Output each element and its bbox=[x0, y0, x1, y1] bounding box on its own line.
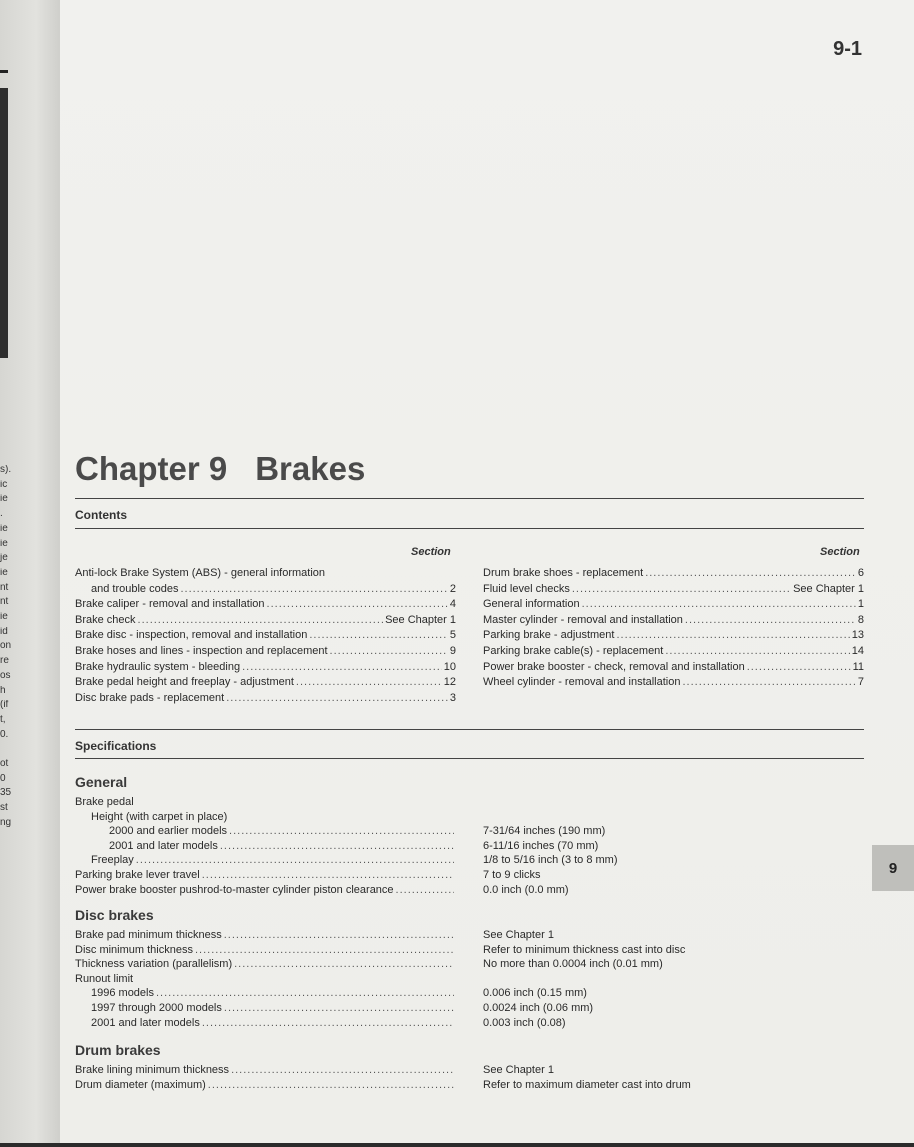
row-label: Drum brake shoes - replacement bbox=[483, 567, 644, 579]
leader-dots bbox=[296, 675, 442, 691]
leader-dots bbox=[156, 986, 454, 1001]
row-label: Parking brake lever travel bbox=[75, 868, 200, 881]
contents-row bbox=[75, 691, 456, 707]
contents-row bbox=[483, 613, 864, 629]
row-label: 2001 and later models bbox=[91, 1016, 200, 1029]
row-label: Height (with carpet in place) bbox=[91, 810, 228, 823]
gutter-photo-edge bbox=[0, 88, 8, 358]
previous-page-fragment: je bbox=[0, 553, 8, 564]
spec-row bbox=[75, 795, 456, 810]
row-label: Brake lining minimum thickness bbox=[75, 1064, 230, 1076]
contents-rule bbox=[75, 528, 864, 529]
contents-row bbox=[483, 597, 864, 613]
row-label: Runout limit bbox=[75, 972, 134, 985]
leader-dots bbox=[229, 824, 454, 839]
spec-value: Refer to minimum thickness cast into disc bbox=[483, 943, 686, 956]
spec-value: No more than 0.0004 inch (0.01 mm) bbox=[483, 958, 663, 971]
leader-dots bbox=[180, 582, 447, 598]
leader-dots bbox=[685, 613, 856, 629]
spec-value: Refer to maximum diameter cast into drum bbox=[483, 1078, 691, 1091]
leader-dots bbox=[208, 1078, 454, 1093]
leader-dots bbox=[202, 1016, 454, 1031]
spec-row bbox=[75, 1001, 456, 1016]
leader-dots bbox=[309, 628, 448, 644]
contents-row bbox=[483, 660, 864, 676]
row-label: General information bbox=[483, 598, 580, 611]
contents-heading: Contents bbox=[75, 508, 127, 522]
leader-dots bbox=[242, 660, 442, 676]
contents-row bbox=[75, 660, 456, 676]
row-label: Parking brake cable(s) - replacement bbox=[483, 644, 664, 657]
contents-row bbox=[483, 675, 864, 691]
row-label: Brake check bbox=[75, 613, 136, 626]
scan-bottom-edge bbox=[0, 1143, 914, 1147]
previous-page-fragment: ic bbox=[0, 479, 8, 490]
row-label: Disc minimum thickness bbox=[75, 943, 193, 956]
row-label: Power brake booster pushrod-to-master cylinder piston clearance bbox=[75, 883, 394, 896]
previous-page-fragment: ie bbox=[0, 538, 8, 549]
leader-dots bbox=[267, 597, 448, 613]
contents-row bbox=[75, 566, 456, 582]
leader-dots bbox=[231, 1063, 454, 1078]
previous-page-fragment: h bbox=[0, 685, 6, 696]
leader-dots bbox=[226, 691, 448, 707]
page-number: 9-1 bbox=[833, 38, 862, 60]
row-section-number: 6 bbox=[857, 567, 864, 579]
spec-row bbox=[75, 853, 456, 868]
row-label: Brake hydraulic system - bleeding bbox=[75, 660, 241, 673]
leader-dots bbox=[396, 883, 454, 898]
spec-value: 0.0 inch (0.0 mm) bbox=[483, 883, 569, 896]
chapter-label: Chapter 9 bbox=[75, 450, 228, 487]
row-label: Brake pad minimum thickness bbox=[75, 929, 222, 941]
spec-group-title: Drum brakes bbox=[75, 1042, 161, 1058]
spec-row bbox=[75, 824, 456, 839]
leader-dots bbox=[582, 597, 856, 613]
spec-row bbox=[75, 972, 456, 987]
previous-page-fragment: nt bbox=[0, 582, 9, 593]
row-label: Disc brake pads - replacement bbox=[75, 691, 225, 704]
spec-group-title: General bbox=[75, 774, 128, 790]
spec-values bbox=[483, 1063, 853, 1092]
row-section-number: See Chapter 1 bbox=[793, 582, 864, 595]
row-section-number: 14 bbox=[851, 644, 864, 657]
leader-dots bbox=[234, 957, 454, 972]
row-label: 1996 models bbox=[91, 987, 154, 1000]
contents-row bbox=[75, 597, 456, 613]
spec-row bbox=[75, 986, 456, 1001]
chapter-tab-label: 9 bbox=[888, 859, 898, 877]
spec-labels bbox=[75, 928, 456, 1030]
contents-row bbox=[75, 613, 456, 629]
leader-dots bbox=[747, 660, 851, 676]
leader-dots bbox=[682, 675, 855, 691]
row-section-number: 10 bbox=[443, 660, 456, 673]
row-label: Power brake booster - check, removal and installation bbox=[483, 660, 745, 673]
row-label: 1997 through 2000 models bbox=[91, 1001, 222, 1014]
previous-page-fragment: 0. bbox=[0, 729, 9, 740]
spec-value bbox=[483, 810, 853, 825]
spec-row bbox=[75, 943, 456, 958]
row-label: Fluid level checks bbox=[483, 582, 570, 595]
contents-left-list bbox=[75, 566, 456, 706]
contents-row bbox=[483, 644, 864, 660]
leader-dots bbox=[665, 644, 849, 660]
spec-row bbox=[75, 1078, 456, 1093]
previous-page-fragment: os bbox=[0, 670, 11, 681]
leader-dots bbox=[220, 839, 454, 854]
spec-values bbox=[483, 795, 853, 897]
row-section-number: 3 bbox=[449, 691, 456, 704]
contents-row bbox=[75, 628, 456, 644]
previous-page-fragment: s). bbox=[0, 465, 12, 475]
specifications-heading: Specifications bbox=[75, 739, 157, 753]
row-label: Master cylinder - removal and installation bbox=[483, 613, 683, 626]
leader-dots bbox=[138, 613, 384, 629]
spec-value bbox=[483, 972, 853, 987]
row-section-number: 8 bbox=[857, 613, 864, 626]
previous-page-fragment: nt bbox=[0, 597, 9, 608]
row-section-number: 13 bbox=[851, 629, 864, 642]
specs-rule bbox=[75, 758, 864, 759]
previous-page-fragment: ng bbox=[0, 817, 12, 828]
contents-row bbox=[483, 566, 864, 582]
leader-dots bbox=[616, 628, 849, 644]
previous-page-fragment: ie bbox=[0, 494, 8, 505]
spec-value: See Chapter 1 bbox=[483, 1064, 554, 1076]
spec-labels bbox=[75, 1063, 456, 1092]
spec-row bbox=[75, 957, 456, 972]
row-label: Brake pedal bbox=[75, 796, 134, 808]
spec-row bbox=[75, 868, 456, 883]
contents-row bbox=[483, 628, 864, 644]
spec-value: 0.0024 inch (0.06 mm) bbox=[483, 1001, 594, 1014]
spec-value: 0.003 inch (0.08) bbox=[483, 1016, 566, 1029]
leader-dots bbox=[645, 566, 856, 582]
spec-value: 1/8 to 5/16 inch (3 to 8 mm) bbox=[483, 854, 618, 867]
contents-row bbox=[75, 675, 456, 691]
previous-page-fragment: ie bbox=[0, 523, 8, 534]
chapter-tab bbox=[872, 845, 914, 891]
row-label: Parking brake - adjustment bbox=[483, 629, 615, 642]
row-label: Brake hoses and lines - inspection and replacement bbox=[75, 644, 328, 657]
row-section-number: 12 bbox=[443, 676, 456, 689]
contents-row bbox=[75, 644, 456, 660]
spec-row bbox=[75, 1016, 456, 1031]
spec-row bbox=[75, 810, 456, 825]
spec-row bbox=[75, 928, 456, 943]
row-section-number: See Chapter 1 bbox=[385, 613, 456, 626]
spec-row bbox=[75, 839, 456, 854]
row-label: 2001 and later models bbox=[109, 839, 218, 852]
leader-dots bbox=[136, 853, 454, 868]
row-label: Brake disc - inspection, removal and installation bbox=[75, 629, 308, 642]
spec-values bbox=[483, 928, 853, 1030]
spec-value: 0.006 inch (0.15 mm) bbox=[483, 987, 587, 1000]
spec-value: See Chapter 1 bbox=[483, 929, 554, 941]
row-section-number: 11 bbox=[852, 660, 864, 673]
row-label: Brake caliper - removal and installation bbox=[75, 598, 265, 611]
contents-row bbox=[75, 582, 456, 598]
leader-dots bbox=[195, 943, 454, 958]
leader-dots bbox=[572, 582, 791, 598]
previous-page-fragment: t, bbox=[0, 714, 6, 725]
row-section-number: 5 bbox=[449, 629, 456, 642]
spec-value: 7-31/64 inches (190 mm) bbox=[483, 825, 606, 838]
chapter-name: Brakes bbox=[255, 450, 366, 487]
previous-page-fragment: id bbox=[0, 626, 8, 637]
leader-dots bbox=[224, 928, 454, 943]
specs-top-rule bbox=[75, 729, 864, 730]
leader-dots bbox=[202, 868, 454, 883]
row-label: 2000 and earlier models bbox=[109, 825, 228, 838]
spec-value: 6-11/16 inches (70 mm) bbox=[483, 839, 599, 852]
row-label: Freeplay bbox=[91, 854, 134, 867]
previous-page-fragment: st bbox=[0, 803, 8, 814]
gutter-mark bbox=[0, 70, 8, 73]
row-section-number: 1 bbox=[857, 598, 864, 611]
previous-page-fragment: re bbox=[0, 656, 9, 667]
row-section-number: 2 bbox=[449, 582, 456, 595]
title-rule bbox=[75, 498, 864, 499]
spec-value bbox=[483, 795, 853, 810]
row-label: and trouble codes bbox=[91, 582, 179, 595]
spec-row bbox=[75, 883, 456, 898]
spec-group-title: Disc brakes bbox=[75, 907, 154, 923]
row-label: Drum diameter (maximum) bbox=[75, 1078, 206, 1091]
row-label: Wheel cylinder - removal and installation bbox=[483, 676, 681, 689]
row-label: Brake pedal height and freeplay - adjustment bbox=[75, 676, 294, 689]
previous-page-fragment: ot bbox=[0, 759, 9, 769]
leader-dots bbox=[224, 1001, 454, 1016]
chapter-title bbox=[75, 450, 365, 488]
previous-page-fragment: ie bbox=[0, 612, 8, 622]
row-section-number: 7 bbox=[857, 676, 864, 689]
contents-left-column-header: Section bbox=[411, 546, 451, 558]
previous-page-fragment: 35 bbox=[0, 788, 12, 799]
spec-row bbox=[75, 1063, 456, 1078]
contents-row bbox=[483, 582, 864, 598]
row-section-number: 9 bbox=[449, 644, 456, 657]
row-label: Anti-lock Brake System (ABS) - general information bbox=[75, 567, 326, 579]
previous-page-fragment: on bbox=[0, 641, 12, 652]
contents-right-column-header: Section bbox=[820, 546, 860, 558]
previous-page-fragment: ie bbox=[0, 567, 8, 578]
previous-page-fragment: . bbox=[0, 509, 3, 520]
contents-right-list bbox=[483, 566, 864, 691]
row-section-number: 4 bbox=[449, 598, 456, 611]
previous-page-fragment: 0 bbox=[0, 773, 6, 784]
spec-labels bbox=[75, 795, 456, 897]
row-label: Thickness variation (parallelism) bbox=[75, 958, 233, 971]
previous-page-fragment: (if bbox=[0, 700, 9, 711]
leader-dots bbox=[330, 644, 448, 660]
spec-value: 7 to 9 clicks bbox=[483, 868, 541, 881]
